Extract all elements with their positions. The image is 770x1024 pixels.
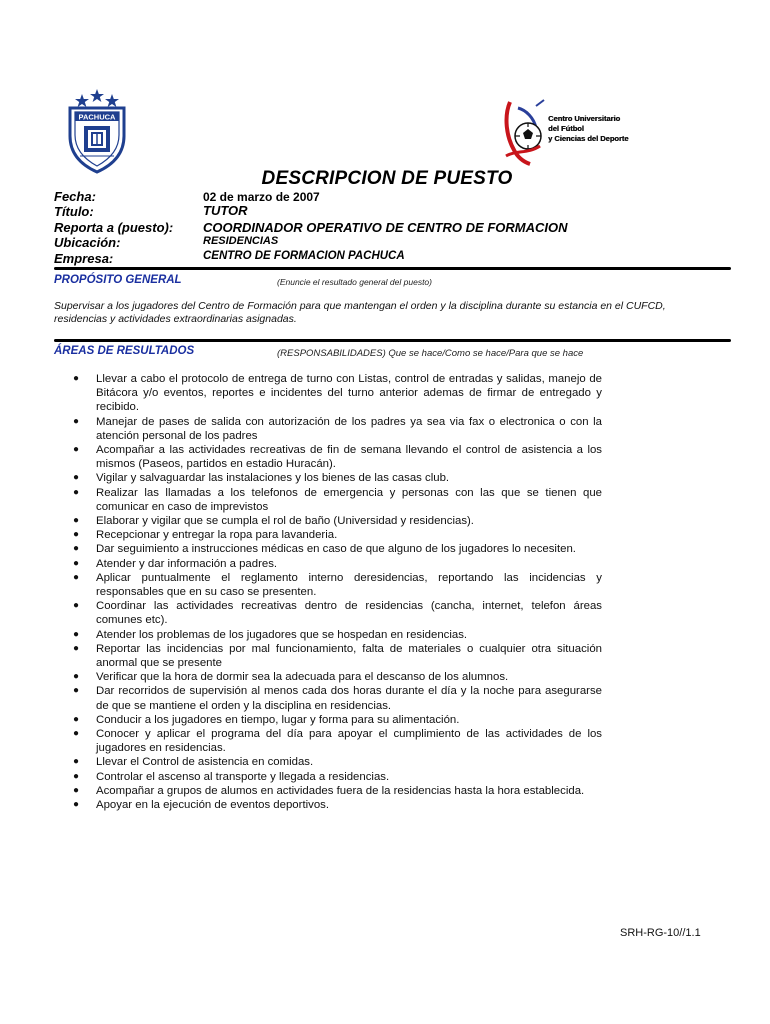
list-item-text: Llevar a cabo el protocolo de entrega de turno con Listas, control de entradas y salidas, manejo de Bitácora y/o eventos, reportes e incidentes del turno anterior ademas de firmar de entregado y recibido. bbox=[96, 373, 602, 414]
areas-subtitle: (RESPONSABILIDADES) Que se hace/Como se hace/Para que se hace bbox=[277, 348, 584, 359]
bullet-icon: ● bbox=[73, 472, 80, 484]
list-item-text: Llevar el Control de asistencia en comidas. bbox=[96, 756, 314, 769]
list-item-text: Controlar el ascenso al transporte y llegada a residencias. bbox=[96, 770, 390, 783]
bullet-icon: ● bbox=[73, 557, 80, 569]
empresa-label: Empresa: bbox=[54, 251, 114, 266]
cufcd-logo-text: Centro Universitario del Fútbol y Ciencias del Deporte bbox=[548, 114, 629, 143]
pachuca-logo bbox=[66, 88, 128, 174]
list-item-text: Elaborar y vigilar que se cumpla el rol de baño (Universidad y residencias). bbox=[96, 515, 474, 528]
list-item bbox=[62, 486, 602, 514]
fecha-label: Fecha: bbox=[54, 189, 96, 204]
list-item bbox=[62, 628, 602, 642]
list-item bbox=[62, 713, 602, 727]
list-item-text: Verificar que la hora de dormir sea la adecuada para el descanso de los alumnos. bbox=[96, 671, 509, 684]
list-item bbox=[62, 784, 602, 798]
reporta-label: Reporta a (puesto): bbox=[54, 220, 174, 235]
bullet-icon: ● bbox=[73, 415, 80, 427]
divider-rule bbox=[54, 267, 731, 270]
list-item-text: Coordinar las actividades recreativas dentro de residencias (cancha, internet, telefon áreas comunes etc). bbox=[96, 600, 602, 627]
ubicacion-label: Ubicación: bbox=[54, 235, 121, 250]
bullet-icon: ● bbox=[73, 628, 80, 640]
cufcd-logo bbox=[500, 96, 660, 166]
bullet-icon: ● bbox=[73, 713, 80, 725]
list-item-text: Realizar las llamadas a los telefonos de emergencia y personas con las que se tienen que comunicar en caso de imprevistos bbox=[96, 486, 602, 513]
bullet-icon: ● bbox=[73, 799, 80, 811]
list-item bbox=[62, 415, 602, 443]
bullet-icon: ● bbox=[73, 685, 80, 697]
bullet-icon: ● bbox=[73, 515, 80, 527]
titulo-label: Título: bbox=[54, 204, 94, 219]
bullet-icon: ● bbox=[73, 728, 80, 740]
reporta-value: COORDINADOR OPERATIVO DE CENTRO DE FORMACION bbox=[203, 220, 568, 235]
bullet-icon: ● bbox=[73, 600, 80, 612]
list-item bbox=[62, 727, 602, 755]
bullet-icon: ● bbox=[73, 671, 80, 683]
list-item bbox=[62, 471, 602, 485]
list-item-text: Conocer y aplicar el programa del día para apoyar el cumplimiento de las actividades de los jugadores en residencias. bbox=[96, 728, 602, 755]
list-item-text: Manejar de pases de salida con autorización de los padres ya sea via fax o electronica o con la atención personal de los padres bbox=[96, 415, 602, 442]
list-item bbox=[62, 528, 602, 542]
bullet-icon: ● bbox=[73, 756, 80, 768]
proposito-subtitle: (Enuncie el resultado general del puesto) bbox=[277, 277, 432, 287]
bullet-icon: ● bbox=[73, 784, 80, 796]
bullet-icon: ● bbox=[73, 486, 80, 498]
bullet-icon: ● bbox=[73, 770, 80, 782]
list-item-text: Dar recorridos de supervisión al menos cada dos horas durante el día y la noche para asegurarse de que se mantiene el orden y la disciplina en residencias. bbox=[96, 685, 602, 712]
divider-rule bbox=[54, 339, 731, 342]
list-item bbox=[62, 372, 602, 415]
shield-text: PACHUCA bbox=[78, 112, 116, 122]
list-item-text: Dar seguimiento a instrucciones médicas en caso de que alguno de los jugadores lo necesiten. bbox=[96, 543, 576, 556]
list-item bbox=[62, 670, 602, 684]
proposito-title: PROPÓSITO GENERAL bbox=[54, 274, 182, 286]
list-item-text: Vigilar y salvaguardar las instalaciones y los bienes de las casas club. bbox=[96, 472, 450, 485]
footer-code: SRH-RG-10//1.1 bbox=[620, 927, 701, 939]
empresa-value: CENTRO DE FORMACION PACHUCA bbox=[203, 250, 405, 262]
titulo-value: TUTOR bbox=[203, 203, 248, 218]
list-item bbox=[62, 599, 602, 627]
document-title: DESCRIPCION DE PUESTO bbox=[261, 168, 513, 189]
list-item bbox=[62, 557, 602, 571]
list-item-text: Recepcionar y entregar la ropa para lavanderia. bbox=[96, 529, 338, 542]
list-item bbox=[62, 443, 602, 471]
list-item bbox=[62, 514, 602, 528]
bullet-icon: ● bbox=[73, 642, 80, 654]
proposito-text: Supervisar a los jugadores del Centro de Formación para que mantengan el orden y la disciplina durante su estancia en el CUFCD, residencias y actividades extraordinarias asignadas. bbox=[54, 300, 666, 325]
list-item-text: Aplicar puntualmente el reglamento interno deresidencias, reportando las incidencias y responsables que en su caso se presenten. bbox=[96, 571, 602, 599]
list-item-text: Atender y dar información a padres. bbox=[96, 557, 278, 570]
list-item bbox=[62, 755, 602, 769]
list-item bbox=[62, 642, 602, 670]
bullet-icon: ● bbox=[73, 529, 80, 541]
list-item bbox=[62, 571, 602, 599]
areas-title: ÁREAS DE RESULTADOS bbox=[54, 345, 195, 357]
list-item bbox=[62, 684, 602, 712]
list-item-text: Conducir a los jugadores en tiempo, lugar y forma para su alimentación. bbox=[96, 713, 460, 726]
list-item-text: Acompañar a las actividades recreativas de fin de semana llevando el control de asistencia a los mismos (Paseos, partidos en estadio Huracán). bbox=[96, 444, 602, 471]
fecha-value: 02 de marzo de 2007 bbox=[203, 190, 320, 204]
ubicacion-value: RESIDENCIAS bbox=[203, 235, 279, 247]
results-list bbox=[62, 372, 602, 812]
list-item-text: Apoyar en la ejecución de eventos deportivos. bbox=[96, 799, 330, 812]
list-item-text: Reportar las incidencias por mal funcionamiento, falta de materiales o cualquier otra situación anormal que se presente bbox=[96, 642, 602, 670]
list-item bbox=[62, 798, 602, 812]
bullet-icon: ● bbox=[73, 543, 80, 555]
list-item bbox=[62, 542, 602, 556]
bullet-icon: ● bbox=[73, 444, 80, 456]
bullet-icon: ● bbox=[73, 571, 80, 583]
list-item bbox=[62, 770, 602, 784]
list-item-text: Acompañar a grupos de alumos en actividades fuera de la residencias hasta la hora establecida. bbox=[96, 784, 585, 797]
list-item-text: Atender los problemas de los jugadores que se hospedan en residencias. bbox=[96, 628, 468, 641]
bullet-icon: ● bbox=[73, 373, 80, 384]
